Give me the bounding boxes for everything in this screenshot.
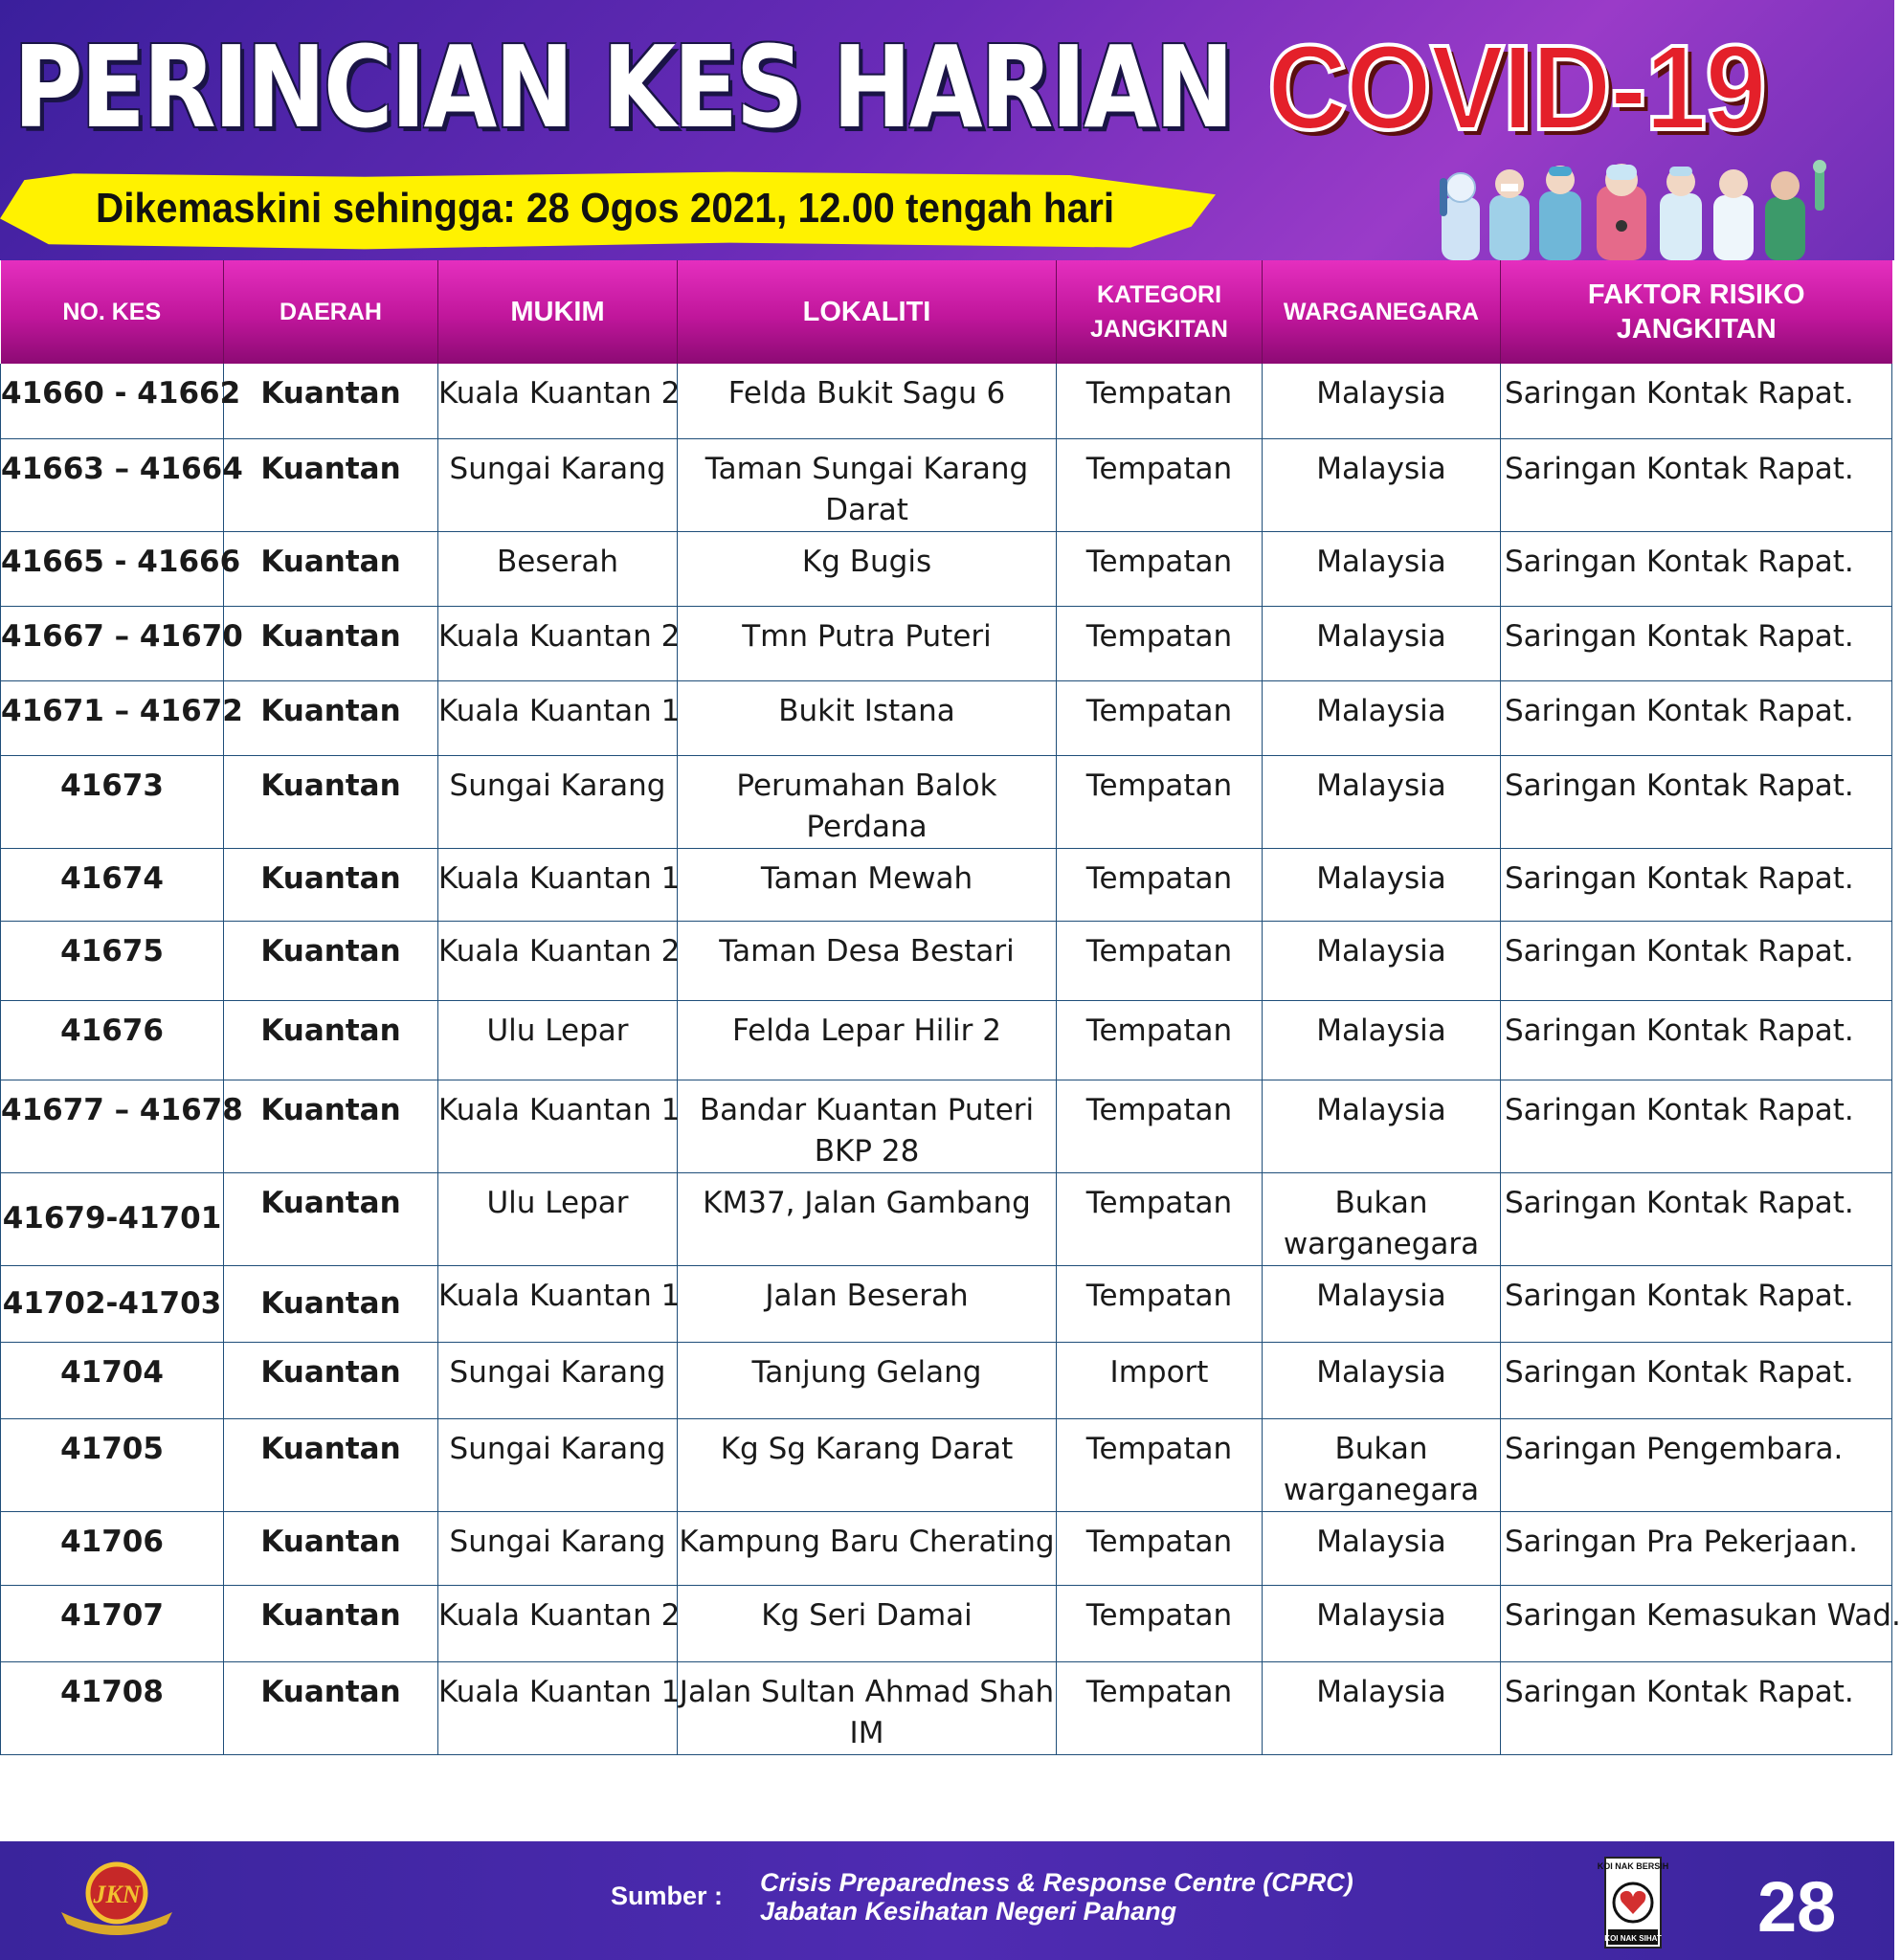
cell-nationality: Bukan warganegara — [1263, 1172, 1501, 1265]
cell-infection-category: Tempatan — [1057, 1172, 1263, 1265]
cell-district: Kuantan — [224, 438, 438, 531]
cell-locality: Jalan Sultan Ahmad Shah IM — [678, 1661, 1057, 1754]
column-header-faktor-risiko: FAKTOR RISIKO JANGKITAN — [1587, 279, 1805, 345]
cell-nationality: Malaysia — [1263, 1080, 1501, 1172]
cell-case-number: 41706 — [1, 1511, 224, 1585]
cell-nationality: Malaysia — [1263, 1511, 1501, 1585]
column-header-kategori: KATEGORI JANGKITAN — [1057, 260, 1263, 364]
cell-case-number: 41677 – 41678 — [1, 1080, 224, 1172]
cell-district: Kuantan — [224, 755, 438, 848]
cell-case-number: 41674 — [1, 848, 224, 921]
cell-case-number: 41665 - 41666 — [1, 531, 224, 606]
cell-infection-category: Tempatan — [1057, 1000, 1263, 1080]
cell-infection-category: Tempatan — [1057, 364, 1263, 438]
table-row — [1, 1418, 1892, 1511]
cell-mukim: Sungai Karang — [438, 1418, 678, 1511]
cell-nationality: Malaysia — [1263, 755, 1501, 848]
column-header-lokaliti: LOKALITI — [678, 260, 1057, 364]
cell-mukim: Kuala Kuantan 2 — [438, 921, 678, 1000]
table-row — [1, 438, 1892, 531]
cell-risk-factor: Saringan Kontak Rapat. — [1501, 848, 1892, 921]
cell-locality: Tanjung Gelang — [678, 1342, 1057, 1418]
cell-locality: Kg Bugis — [678, 531, 1057, 606]
table-row — [1, 848, 1892, 921]
cell-case-number: 41707 — [1, 1585, 224, 1661]
table-row — [1, 531, 1892, 606]
cell-nationality: Malaysia — [1263, 1585, 1501, 1661]
table-header-row — [1, 260, 1892, 364]
cell-nationality: Malaysia — [1263, 531, 1501, 606]
case-table — [0, 260, 1901, 1755]
cell-district: Kuantan — [224, 1661, 438, 1754]
cell-case-number: 41705 — [1, 1418, 224, 1511]
cell-district: Kuantan — [224, 1000, 438, 1080]
cell-infection-category: Import — [1057, 1342, 1263, 1418]
cell-district: Kuantan — [224, 1080, 438, 1172]
cell-mukim: Sungai Karang — [438, 1511, 678, 1585]
cell-district: Kuantan — [224, 364, 438, 438]
table-row — [1, 1511, 1892, 1585]
source-organization: Crisis Preparedness & Response Centre (CPRC) — [760, 1868, 1353, 1897]
cell-locality: Kampung Baru Cherating — [678, 1511, 1057, 1585]
cell-district: Kuantan — [224, 680, 438, 755]
page-number: 28 — [1757, 1867, 1837, 1947]
cell-risk-factor: Saringan Pra Pekerjaan. — [1501, 1511, 1892, 1585]
updated-timestamp: Dikemaskini sehingga: 28 Ogos 2021, 12.00 tengah hari — [96, 185, 1115, 232]
cell-risk-factor: Saringan Kontak Rapat. — [1501, 1000, 1892, 1080]
cell-locality: Tmn Putra Puteri — [678, 606, 1057, 680]
cell-locality: Kg Seri Damai — [678, 1585, 1057, 1661]
cell-risk-factor: Saringan Kontak Rapat. — [1501, 531, 1892, 606]
cell-risk-factor: Saringan Kontak Rapat. — [1501, 1080, 1892, 1172]
healthcare-workers-illustration — [1434, 159, 1893, 260]
cell-mukim: Kuala Kuantan 1 — [438, 1080, 678, 1172]
header-banner — [0, 0, 1894, 260]
cell-risk-factor: Saringan Kontak Rapat. — [1501, 364, 1892, 438]
column-header-warganegara: WARGANEGARA — [1263, 260, 1501, 364]
cell-nationality: Malaysia — [1263, 364, 1501, 438]
cell-locality: KM37, Jalan Gambang — [678, 1172, 1057, 1265]
cell-infection-category: Tempatan — [1057, 755, 1263, 848]
table-row — [1, 1000, 1892, 1080]
cell-infection-category: Tempatan — [1057, 1080, 1263, 1172]
cell-locality: Bukit Istana — [678, 680, 1057, 755]
case-table-container — [0, 260, 1901, 1755]
cell-case-number: 41679-41701 — [1, 1172, 224, 1265]
cell-risk-factor: Saringan Kontak Rapat. — [1501, 1265, 1892, 1342]
cell-locality: Taman Sungai Karang Darat — [678, 438, 1057, 531]
cell-district: Kuantan — [224, 1172, 438, 1265]
cell-risk-factor: Saringan Kemasukan Wad. — [1501, 1585, 1892, 1661]
cell-mukim: Kuala Kuantan 1 — [438, 680, 678, 755]
cell-infection-category: Tempatan — [1057, 1265, 1263, 1342]
cell-district: Kuantan — [224, 1511, 438, 1585]
koi-nak-bersih-logo — [1597, 1857, 1669, 1949]
cell-mukim: Sungai Karang — [438, 1342, 678, 1418]
cell-case-number: 41660 - 41662 — [1, 364, 224, 438]
cell-mukim: Kuala Kuantan 1 — [438, 1661, 678, 1754]
cell-district: Kuantan — [224, 606, 438, 680]
column-header-mukim: MUKIM — [438, 260, 678, 364]
page-title: PERINCIAN KES HARIAN — [13, 21, 1232, 153]
cell-district: Kuantan — [224, 531, 438, 606]
cell-nationality: Malaysia — [1263, 1661, 1501, 1754]
column-header-daerah: DAERAH — [224, 260, 438, 364]
cell-case-number: 41704 — [1, 1342, 224, 1418]
cell-case-number: 41675 — [1, 921, 224, 1000]
cell-mukim: Kuala Kuantan 1 — [438, 1265, 678, 1342]
table-row — [1, 1342, 1892, 1418]
column-header-no-kes: NO. KES — [1, 260, 224, 364]
cell-infection-category: Tempatan — [1057, 531, 1263, 606]
table-row — [1, 606, 1892, 680]
cell-district: Kuantan — [224, 1342, 438, 1418]
cell-nationality: Malaysia — [1263, 680, 1501, 755]
cell-risk-factor: Saringan Pengembara. — [1501, 1418, 1892, 1511]
cell-nationality: Malaysia — [1263, 438, 1501, 531]
cell-infection-category: Tempatan — [1057, 921, 1263, 1000]
cell-locality: Bandar Kuantan Puteri BKP 28 — [678, 1080, 1057, 1172]
cell-locality: Taman Desa Bestari — [678, 921, 1057, 1000]
cell-nationality: Malaysia — [1263, 1342, 1501, 1418]
cell-mukim: Kuala Kuantan 2 — [438, 606, 678, 680]
cell-infection-category: Tempatan — [1057, 1661, 1263, 1754]
cell-risk-factor: Saringan Kontak Rapat. — [1501, 755, 1892, 848]
table-row — [1, 1080, 1892, 1172]
cell-mukim: Ulu Lepar — [438, 1000, 678, 1080]
cell-mukim: Kuala Kuantan 2 — [438, 364, 678, 438]
cell-locality: Jalan Beserah — [678, 1265, 1057, 1342]
cell-risk-factor: Saringan Kontak Rapat. — [1501, 1661, 1892, 1754]
cell-district: Kuantan — [224, 1585, 438, 1661]
cell-mukim: Beserah — [438, 531, 678, 606]
cell-locality: Felda Bukit Sagu 6 — [678, 364, 1057, 438]
cell-risk-factor: Saringan Kontak Rapat. — [1501, 438, 1892, 531]
cell-case-number: 41663 – 41664 — [1, 438, 224, 531]
cell-case-number: 41702-41703 — [1, 1265, 224, 1342]
cell-district: Kuantan — [224, 921, 438, 1000]
cell-mukim: Kuala Kuantan 2 — [438, 1585, 678, 1661]
cell-infection-category: Tempatan — [1057, 1585, 1263, 1661]
logo-bottom-text: KOI NAK SIHAT — [1604, 1934, 1662, 1943]
cell-district: Kuantan — [224, 1265, 438, 1342]
cell-nationality: Malaysia — [1263, 1000, 1501, 1080]
title-covid: COVID-19 — [1267, 20, 1765, 155]
table-row — [1, 1265, 1892, 1342]
cell-infection-category: Tempatan — [1057, 438, 1263, 531]
cell-infection-category: Tempatan — [1057, 1511, 1263, 1585]
table-row — [1, 680, 1892, 755]
table-row — [1, 1661, 1892, 1754]
logo-top-text: KOI NAK BERSIH — [1597, 1861, 1669, 1871]
cell-case-number: 41667 – 41670 — [1, 606, 224, 680]
table-row — [1, 921, 1892, 1000]
table-row — [1, 364, 1892, 438]
cell-locality: Taman Mewah — [678, 848, 1057, 921]
source-department: Jabatan Kesihatan Negeri Pahang — [760, 1897, 1177, 1926]
cell-nationality: Malaysia — [1263, 848, 1501, 921]
cell-infection-category: Tempatan — [1057, 848, 1263, 921]
cell-case-number: 41708 — [1, 1661, 224, 1754]
cell-nationality: Bukan warganegara — [1263, 1418, 1501, 1511]
cell-nationality: Malaysia — [1263, 606, 1501, 680]
table-row — [1, 1585, 1892, 1661]
cell-case-number: 41671 – 41672 — [1, 680, 224, 755]
cell-nationality: Malaysia — [1263, 1265, 1501, 1342]
cell-district: Kuantan — [224, 1418, 438, 1511]
cell-risk-factor: Saringan Kontak Rapat. — [1501, 1172, 1892, 1265]
cell-infection-category: Tempatan — [1057, 606, 1263, 680]
table-row — [1, 755, 1892, 848]
cell-locality: Kg Sg Karang Darat — [678, 1418, 1057, 1511]
cell-risk-factor: Saringan Kontak Rapat. — [1501, 606, 1892, 680]
cell-infection-category: Tempatan — [1057, 1418, 1263, 1511]
cell-mukim: Kuala Kuantan 1 — [438, 848, 678, 921]
cell-locality: Perumahan Balok Perdana — [678, 755, 1057, 848]
cell-mukim: Sungai Karang — [438, 438, 678, 531]
cell-nationality: Malaysia — [1263, 921, 1501, 1000]
cell-case-number: 41676 — [1, 1000, 224, 1080]
jkn-logo — [56, 1857, 178, 1943]
cell-locality: Felda Lepar Hilir 2 — [678, 1000, 1057, 1080]
cell-mukim: Ulu Lepar — [438, 1172, 678, 1265]
cell-mukim: Sungai Karang — [438, 755, 678, 848]
cell-risk-factor: Saringan Kontak Rapat. — [1501, 1342, 1892, 1418]
cell-risk-factor: Saringan Kontak Rapat. — [1501, 921, 1892, 1000]
table-row — [1, 1172, 1892, 1265]
cell-infection-category: Tempatan — [1057, 680, 1263, 755]
cell-case-number: 41673 — [1, 755, 224, 848]
source-label: Sumber : — [611, 1882, 724, 1910]
cell-district: Kuantan — [224, 848, 438, 921]
cell-risk-factor: Saringan Kontak Rapat. — [1501, 680, 1892, 755]
jkn-logo-text: JKN — [93, 1881, 141, 1908]
